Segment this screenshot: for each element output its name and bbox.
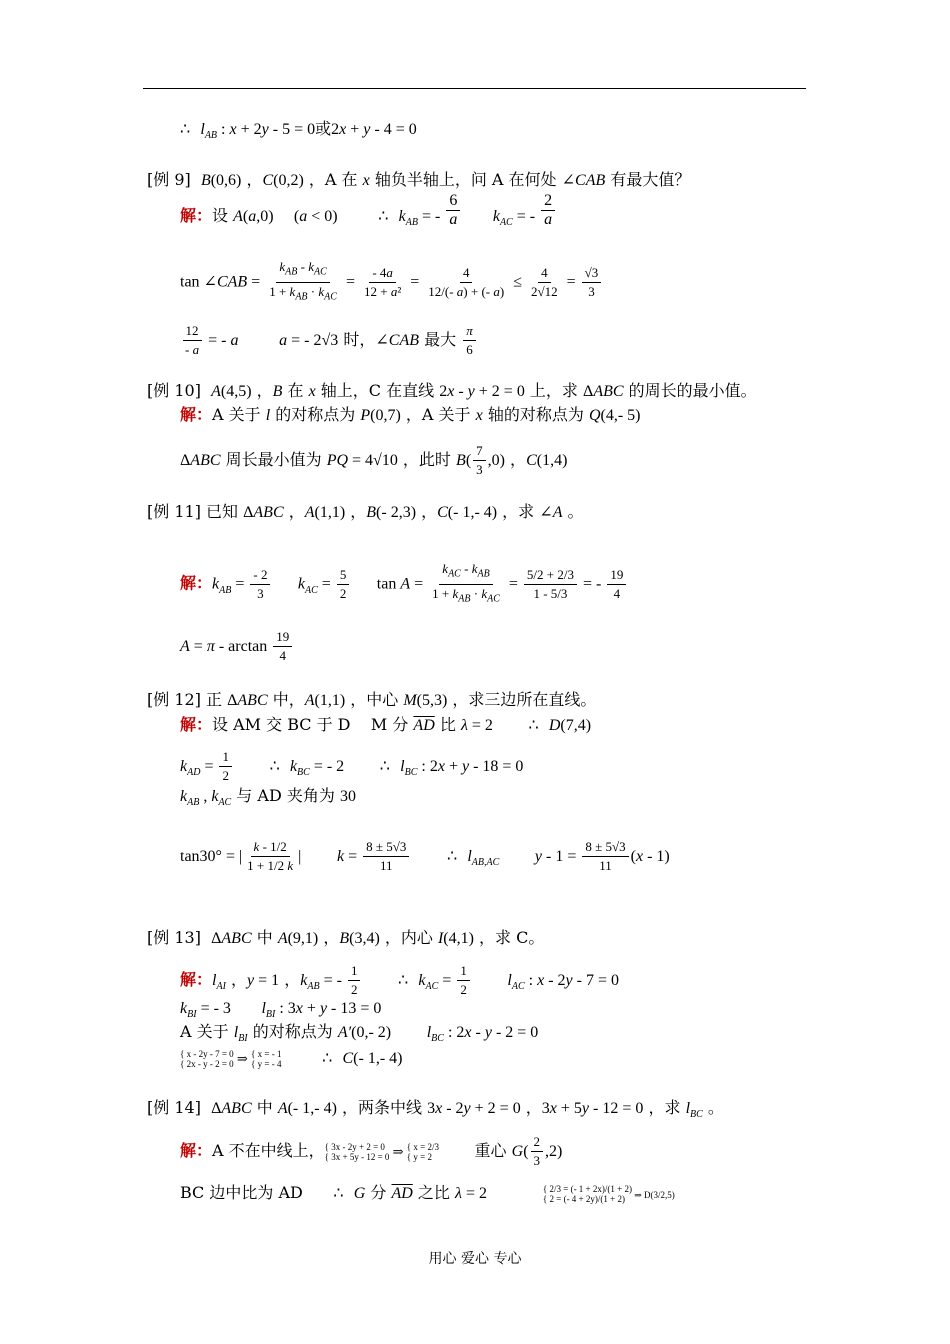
ex14-question: [例 14] ΔABC 中 A(- 1,- 4) ，两条中线 3x - 2y + 2 = 0 ，3x + 5y - 12 = 0 ，求 $l_{BC}$ 。 [147,1098,724,1121]
ex11-question: [例 11] 已知 ΔABC ，A(1,1) ，B(- 2,3) ，C(- 1,- 4) ，求 ∠A 。 [147,502,584,521]
ex11-line1: 解：$k_{AB}$ = $\frac{- 2}{3}$ $k_{AC}$ = $\frac{5}{2}$ tan A = $\frac{k_{AC} - k_{AB}}{1 + k_{AB} \cdot k_{AC}}$ = $\frac{5/2 + 2/3}{1 - 5/3}$ = - $\frac{19}{4}$ [180,560,628,608]
top-line: ∴ $l_{AB}$ : x + 2y - 5 = 0或2x + y - 4 = 0 [180,119,417,142]
ex12-question: [例 12] 正 ΔABC 中，A(1,1) ，中心 M(5,3) ，求三边所在直线。 [147,690,597,709]
ex12-line2: $k_{AD}$ = $\frac{1}{2}$ ∴ $k_{BC}$ = - 2 ∴ $l_{BC}$ : 2x + y - 18 = 0 [180,749,524,783]
ex9-line2: tan ∠CAB = $\frac{k_{AB} - k_{AC}}{1 + k_{AB} \cdot k_{AC}}$ = $\frac{- 4a}{\text{12 + a²}}$ = $\frac{4}{12/(- a) + (- a)}$ ≤ $\frac{4}{2√12}$ = $\frac{√3}{3}$ [180,258,603,306]
ex10-question: [例 10] A(4,5) ，B 在 x 轴上，C 在直线 2x - y + 2 = 0 上，求 ΔABC 的周长的最小值。 [147,381,757,400]
ex13-line3: A 关于 $l_{BI}$ 的对称点为 A′(0,- 2) $l_{BC}$ : 2x - y - 2 = 0 [180,1022,539,1045]
ex11-line2: A = π - arctan $\frac{19}{4}$ [180,628,294,665]
ex13-line1: 解：$l_{AI}$ ，y = 1 ，$k_{AB}$ = - $\frac{1}{2}$ ∴ $k_{AC}$ = $\frac{1}{2}$ $l_{AC}$ : x - 2y - 7 = 0 [180,963,620,997]
ex14-line2: BC 边中比为 AD ∴ G 分 $\overline{AD}$ 之比 λ = 2 { 2/3 = (- 1 + 2x)/(1 + 2) { 2 = (- 4 + 2y)/(1 + 2) ⇒ D(3/2,5) [180,1183,675,1204]
ex14-line1: 解：A 不在中线上，{ 3x - 2y + 2 = 0 { 3x + 5y - 12 = 0 ⇒ { x = 2/3 { y = 2 重心 G( $\frac{2}{3}$ ,2) [180,1134,563,1168]
ex13-line4: { x - 2y - 7 = 0 { 2x - y - 2 = 0 ⇒ { x = - 1 { y = - 4 ∴ C(- 1,- 4) [180,1048,403,1069]
page-footer: 用心 爱心 专心 [428,1251,522,1267]
header-rule [143,88,806,89]
ex9-line1: 解：设 A(a,0) (a < 0) ∴ $k_{AB}$ = - $\frac{6}{a}$ $k_{AC}$ = - $\frac{2}{a}$ [180,204,557,233]
ex12-line3: $k_{AB}$ , $k_{AC}$ 与 AD 夹角为 30 [180,786,356,809]
ex10-line1: 解：A 关于 l 的对称点为 P(0,7) ，A 关于 x 轴的对称点为 Q(4,- 5) [180,405,641,424]
ex9-question: [例 9] B(0,6) ，C(0,2) ，A 在 x 轴负半轴上，问 A 在何处 ∠CAB 有最大值？ [147,170,691,189]
ex9-line3: $\frac{12}{- a}$ = - a a = - 2√3 时，∠CAB 最大 $\frac{\pi}{6}$ [180,322,478,359]
ex13-line2: $k_{BI}$ = - 3 $l_{BI}$ : 3x + y - 13 = 0 [180,1000,382,1021]
ex13-question: [例 13] ΔABC 中 A(9,1) ，B(3,4) ，内心 I(4,1) ，求 C。 [147,928,545,947]
ex10-line2: ΔABC 周长最小值为 PQ = 4√10 ，此时 B( $\frac{7}{3}$ ,0) ，C(1,4) [180,443,568,477]
ex12-line4: tan30° = | $\frac{k - 1/2}{1 + 1/2 k}$ | k = $\frac{8 \pm 5√3}{11}$ ∴ $l_{AB,AC}$ y - 1 = $\frac{8 \pm 5√3}{11}$ (x - 1) [180,839,670,873]
ex12-line1: 解：设 AM 交 BC 于 D M 分 $\overline{AD}$ 比 λ = 2 ∴ D(7,4) [180,715,592,734]
